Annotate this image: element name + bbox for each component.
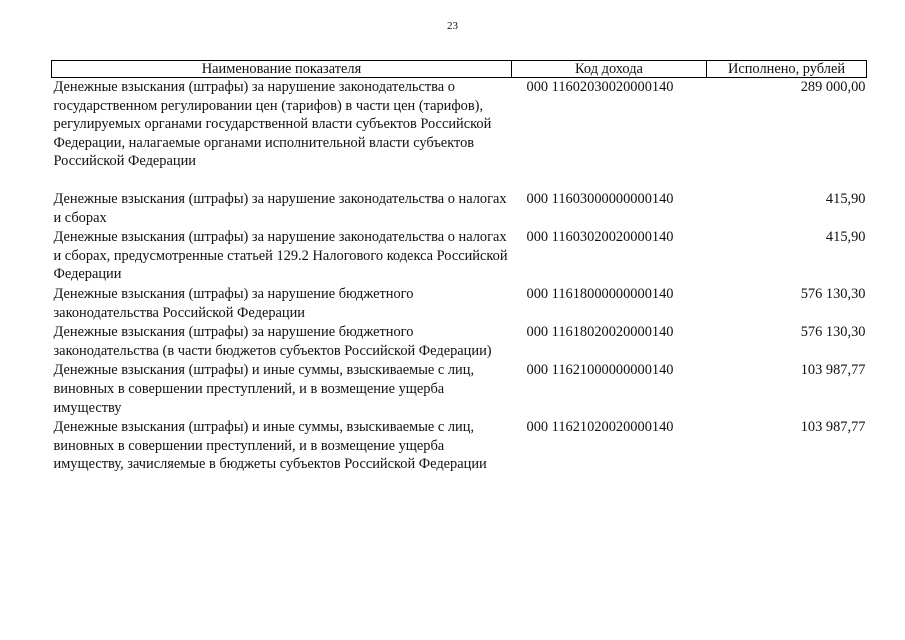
table-row xyxy=(52,361,867,418)
row-name: Денежные взыскания (штрафы) за нарушение бюджетного законодательства (в части бюджетов субъектов Российской Федерации) xyxy=(53,324,492,359)
column-header-name: Наименование показателя xyxy=(52,61,512,78)
row-amount: 289 000,00 xyxy=(800,79,866,95)
row-name: Денежные взыскания (штрафы) и иные суммы, взыскиваемые с лиц, виновных в совершении преступлений, и в возмещение ущерба имуществу, зачисляемые в бюджеты субъектов Российской Федерации xyxy=(53,419,487,473)
row-amount: 415,90 xyxy=(825,229,866,246)
row-name: Денежные взыскания (штрафы) за нарушение законодательства о налогах и сборах xyxy=(53,190,507,226)
page-number: 23 xyxy=(447,20,458,32)
table-row xyxy=(52,78,867,190)
table-header-row xyxy=(52,61,867,78)
row-amount: 576 130,30 xyxy=(800,285,866,302)
row-name: Денежные взыскания (штрафы) за нарушение законодательства о государственном регулировании цен (тарифов) в части цен (тарифов), регулируемых органами государственной власти субъектов Российской Федерации, налагаемые органами исполнительной власти субъектов Российской Федерации xyxy=(53,79,492,170)
row-amount: 103 987,77 xyxy=(800,419,866,436)
row-amount: 576 130,30 xyxy=(800,324,866,341)
row-name: Денежные взыскания (штрафы) за нарушение бюджетного законодательства Российской Федерации xyxy=(53,285,414,321)
table-row xyxy=(52,190,867,228)
column-header-executed: Исполнено, рублей xyxy=(707,61,867,78)
row-code: 000 11603000000000140 xyxy=(526,190,674,207)
row-name: Денежные взыскания (штрафы) за нарушение законодательства о налогах и сборах, предусмотренные статьей 129.2 Налогового кодекса Российской Федерации xyxy=(53,229,508,283)
row-name: Денежные взыскания (штрафы) и иные суммы, взыскиваемые с лиц, виновных в совершении преступлений, и в возмещение ущерба имуществу xyxy=(53,362,475,416)
row-code: 000 11603020020000140 xyxy=(526,229,674,246)
row-amount: 415,90 xyxy=(825,190,866,207)
table-row xyxy=(52,285,867,323)
row-code: 000 11602030020000140 xyxy=(526,79,674,95)
revenue-table xyxy=(51,60,867,475)
table-row xyxy=(52,323,867,361)
row-code: 000 11618020020000140 xyxy=(526,324,674,341)
row-amount: 103 987,77 xyxy=(800,362,866,379)
row-code: 000 11621000000000140 xyxy=(526,362,674,379)
row-code: 000 11618000000000140 xyxy=(526,285,674,302)
table-row xyxy=(52,228,867,285)
table-row xyxy=(52,418,867,475)
column-header-code: Код дохода xyxy=(512,61,707,78)
row-code: 000 11621020020000140 xyxy=(526,419,674,436)
